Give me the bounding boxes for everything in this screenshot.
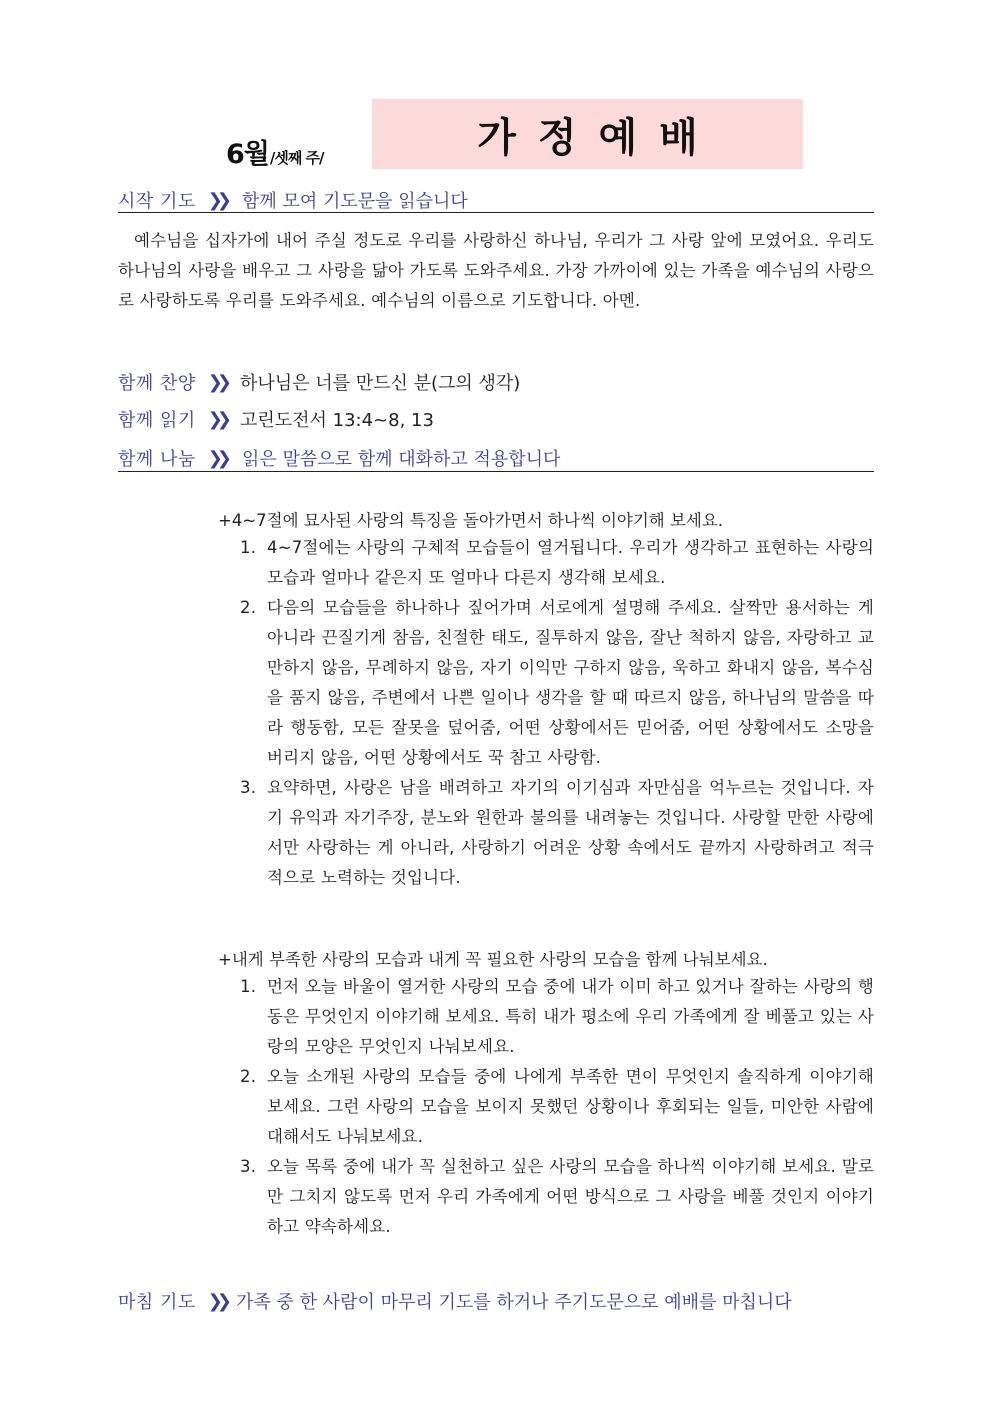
- section-label: 함께 읽기: [118, 410, 196, 431]
- discussion-list: [240, 972, 874, 1242]
- month-label: [226, 132, 324, 171]
- double-chevron-icon: ❯❯: [207, 447, 226, 469]
- section-label: 함께 나눔: [118, 449, 196, 470]
- list-item: 1. 4~7절에는 사랑의 구체적 모습들이 열거됩니다. 우리가 생각하고 표현하는 사랑의 모습과 얼마나 같은지 또 얼마나 다른지 생각해 보세요.: [240, 538, 874, 587]
- section-closing: [118, 1288, 792, 1314]
- list-item: 1. 먼저 오늘 바울이 열거한 사랑의 모습 중에 내가 이미 하고 있거나 잘하는 사랑의 행동은 무엇인지 이야기해 보세요. 특히 내가 평소에 우리 가족에게 잘 베풀고 있는 사랑의 모양은 무엇인지 나눠보세요.: [240, 977, 874, 1056]
- month-number: 6월: [226, 139, 269, 170]
- section-desc: 고린도전서 13:4~8, 13: [239, 410, 434, 431]
- section-desc: 하나님은 너를 만드신 분(그의 생각): [239, 373, 521, 394]
- list-item: 3. 오늘 목록 중에 내가 꼭 실천하고 싶은 사랑의 모습을 하나씩 이야기해 보세요. 말로만 그치지 않도록 먼저 우리 가족에게 어떤 방식으로 그 사랑을 베풀 것인지 이야기하고 약속하세요.: [240, 1157, 874, 1236]
- section-opening: [118, 187, 468, 213]
- section-praise: [118, 369, 520, 395]
- discussion-heading: +4~7절에 묘사된 사랑의 특징을 돌아가면서 하나씩 이야기해 보세요.: [218, 511, 724, 530]
- discussion-heading: +내게 부족한 사랑의 모습과 내게 꼭 필요한 사랑의 모습을 함께 나눠보세요.: [218, 950, 768, 969]
- list-item: 2. 오늘 소개된 사랑의 모습들 중에 나에게 부족한 면이 무엇인지 솔직하게 이야기해 보세요. 그런 사랑의 모습을 보이지 못했던 상황이나 후회되는 일들, 미안한 사람에 대해서도 나눠보세요.: [240, 1067, 874, 1146]
- list-item: 3. 요약하면, 사랑은 남을 배려하고 자기의 이기심과 자만심을 억누르는 것입니다. 자기 유익과 자기주장, 분노와 원한과 불의를 내려놓는 것입니다. 사랑할 만한 사랑에서만 사랑하는 게 아니라, 사랑하기 어려운 상황 속에서도 끝까지 사랑하려고 적극적으로 노력하는 것입니다.: [240, 778, 874, 887]
- section-desc: 가족 중 한 사람이 마무리 기도를 하거나 주기도문으로 예배를 마칩니다: [235, 1292, 792, 1313]
- section-desc: 함께 모여 기도문을 읽습니다: [241, 191, 468, 212]
- section-desc: 읽은 말씀으로 함께 대화하고 적용합니다: [241, 449, 561, 470]
- section-label: 함께 찬양: [118, 373, 196, 394]
- divider: [118, 212, 874, 213]
- page-title: 가정예배: [477, 114, 720, 161]
- discussion-list: [240, 533, 874, 893]
- section-label: 마침 기도: [118, 1292, 196, 1313]
- week-label: /셋째 주/: [269, 149, 324, 167]
- section-label: 시작 기도: [118, 191, 196, 212]
- double-chevron-icon: ❯❯: [207, 408, 226, 430]
- double-chevron-icon: ❯❯: [207, 371, 226, 393]
- list-item: 2. 다음의 모습들을 하나하나 짚어가며 서로에게 설명해 주세요. 살짝만 용서하는 게 아니라 끈질기게 참음, 친절한 태도, 질투하지 않음, 잘난 척하지 않음, 자랑하고 교만하지 않음, 무례하지 않음, 자기 이익만 구하지 않음, 욱하고 화내지 않음, 복수심을 품지 않음, 주변에서 나쁜 일이나 생각을 할 때 따르지 않음, 하나님의 말씀을 따라 행동함, 모든 잘못을 덮어줌, 어떤 상황에서든 믿어줌, 어떤 상황에서도 소망을 버리지 않음, 어떤 상황에서도 꾹 참고 사랑함.: [240, 598, 874, 767]
- title-banner: [372, 99, 803, 169]
- double-chevron-icon: ❯❯: [207, 1290, 226, 1312]
- divider: [118, 471, 874, 472]
- section-sharing: [118, 445, 560, 471]
- opening-prayer-text: 예수님을 십자가에 내어 주실 정도로 우리를 사랑하신 하나님, 우리가 그 사랑 앞에 모였어요. 우리도 하나님의 사랑을 배우고 그 사랑을 닮아 가도록 도와주세요. 가장 가까이에 있는 가족을 예수님의 사랑으로 사랑하도록 우리를 도와주세요. 예수님의 이름으로 기도합니다. 아멘.: [118, 231, 874, 310]
- section-reading: [118, 406, 434, 432]
- double-chevron-icon: ❯❯: [207, 189, 226, 211]
